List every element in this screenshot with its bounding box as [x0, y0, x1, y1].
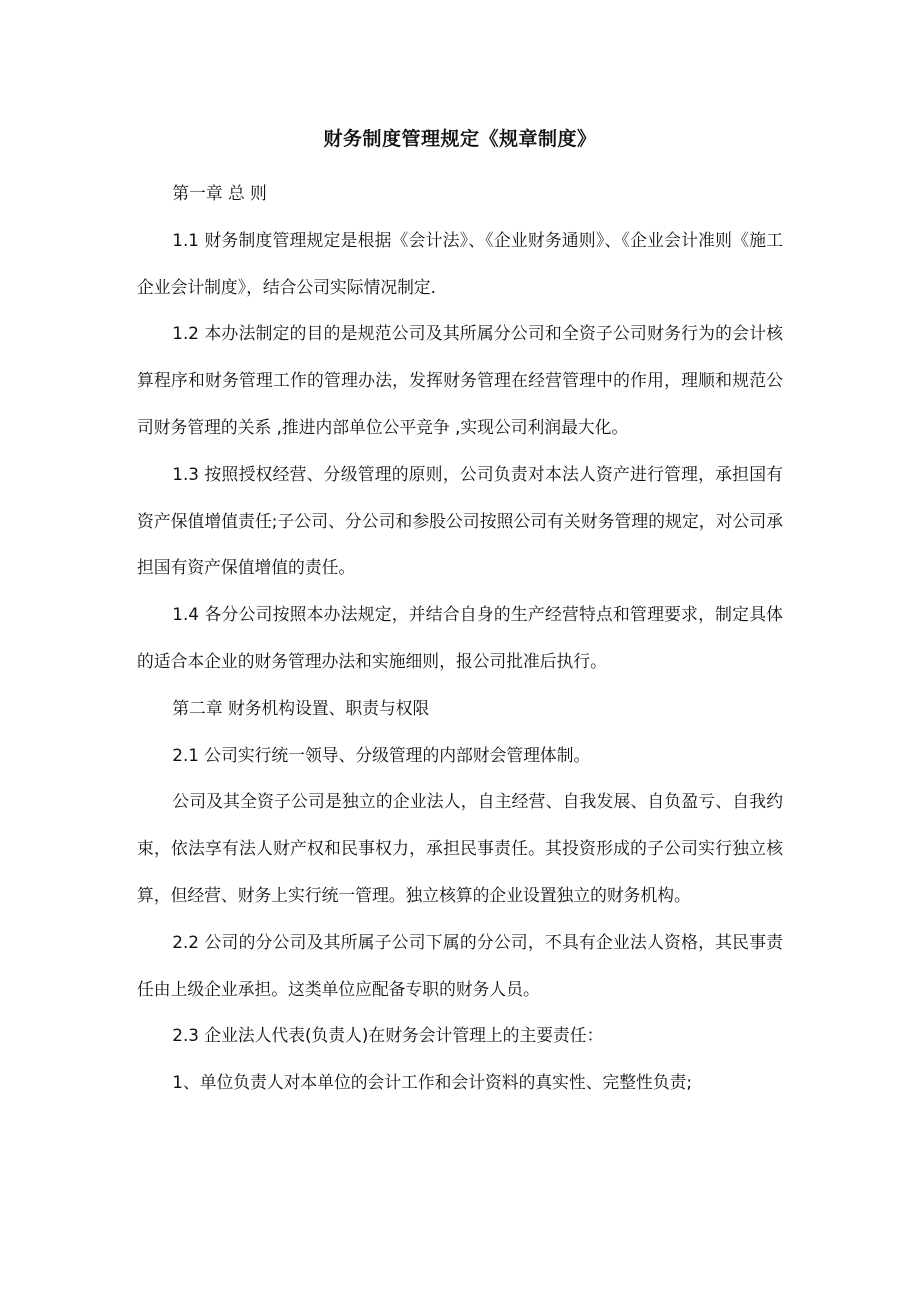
paragraph: 1.2 本办法制定的目的是规范公司及其所属分公司和全资子公司财务行为的会计核算程序和财务管理工作的管理办法，发挥财务管理在经营管理中的作用，理顺和规范公司财务管理的关系 ,推进内部单位公平竞争 ,实现公司利润最大化。 [137, 323, 783, 437]
paragraph: 2.3 企业法人代表(负责人)在财务会计管理上的主要责任： [172, 1025, 604, 1046]
document-title: 财务制度管理规定《规章制度》 [323, 128, 597, 150]
paragraph: 2.2 公司的分公司及其所属子公司下属的分公司，不具有企业法人资格，其民事责任由上级企业承担。这类单位应配备专职的财务人员。 [137, 931, 783, 999]
document-body [137, 170, 783, 1106]
paragraph: 公司及其全资子公司是独立的企业法人，自主经营、自我发展、自负盈亏、自我约束，依法享有法人财产权和民事权力，承担民事责任。其投资形成的子公司实行独立核算，但经营、财务上实行统一管理。独立核算的企业设置独立的财务机构。 [137, 791, 783, 905]
paragraph: 1.1 财务制度管理规定是根据《会计法》、《企业财务通则》、《企业会计准则《施工企业会计制度》，结合公司实际情况制定. [137, 229, 783, 297]
chapter-heading: 第一章 总 则 [172, 183, 267, 203]
paragraph: 1、单位负责人对本单位的会计工作和会计资料的真实性、完整性负责; [172, 1072, 693, 1093]
paragraph: 1.4 各分公司按照本办法规定，并结合自身的生产经营特点和管理要求，制定具体的适合本企业的财务管理办法和实施细则，报公司批准后执行。 [137, 604, 783, 671]
chapter-heading: 第二章 财务机构设置、职责与权限 [172, 697, 430, 718]
paragraph: 1.3 按照授权经营、分级管理的原则，公司负责对本法人资产进行管理，承担国有资产保值增值责任;子公司、分公司和参股公司按照公司有关财务管理的规定，对公司承担国有资产保值增值的责任。 [137, 463, 783, 578]
paragraph: 2.1 公司实行统一领导、分级管理的内部财会管理体制。 [172, 744, 591, 765]
